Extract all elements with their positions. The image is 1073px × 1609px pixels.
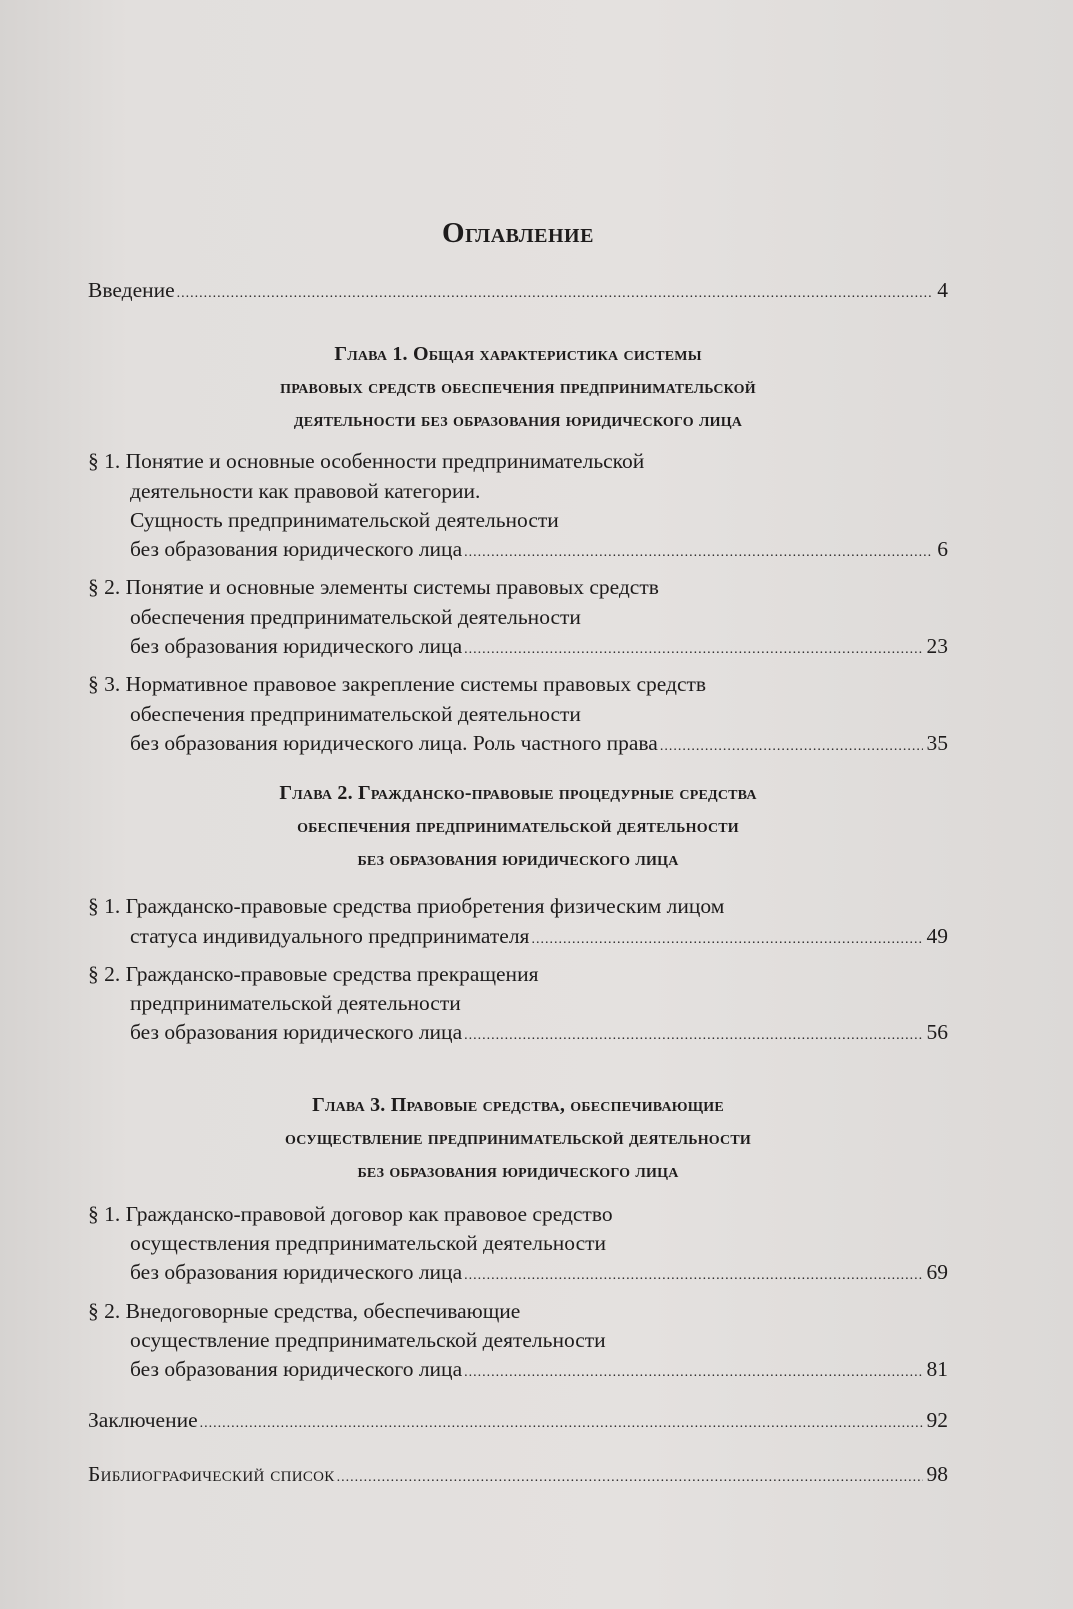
chapter-heading-line: правовых средств обеспечения предпринимательской [280, 376, 756, 399]
dot-leader [464, 1261, 922, 1290]
entry-line: § 2. Гражданско-правовые средства прекращения [88, 961, 539, 986]
toc-entry-bibliography[interactable] [88, 1460, 948, 1492]
entry-line: § 2. Понятие и основные элементы системы правовых средств [88, 575, 659, 600]
page-number: 6 [937, 537, 948, 562]
page-number: 35 [926, 730, 948, 755]
toc-entry-introduction[interactable] [88, 276, 948, 308]
toc-entry-conclusion[interactable] [88, 1406, 948, 1438]
chapter-heading-line: Глава 1. Общая характеристика системы [334, 343, 702, 366]
page-number: 69 [926, 1260, 948, 1285]
entry-line: деятельности как правовой категории. [130, 478, 481, 503]
chapter-heading-line: Глава 3. Правовые средства, обеспечивающие [312, 1093, 724, 1116]
chapter-heading-1 [88, 338, 948, 437]
entry-line: Сущность предпринимательской деятельности [130, 507, 559, 532]
chapter-heading-line: осуществление предпринимательской деятельности [285, 1126, 751, 1149]
toc-entry-ch3-s1[interactable] [88, 1200, 948, 1291]
page-number: 4 [937, 278, 948, 302]
page-number: 98 [926, 1461, 948, 1486]
entry-line: обеспечения предпринимательской деятельности [130, 604, 581, 629]
chapter-2-sections [88, 892, 948, 1050]
chapter-heading-3 [88, 1089, 948, 1188]
entry-line: § 2. Внедоговорные средства, обеспечивающие [88, 1298, 521, 1323]
dot-leader [531, 925, 922, 954]
toc-entry-ch2-s2[interactable] [88, 960, 948, 1051]
toc-entry-ch3-s2[interactable] [88, 1297, 948, 1388]
entry-line: без образования юридического лица [130, 537, 463, 562]
entry-last-line [88, 1355, 948, 1387]
page-number: 56 [926, 1020, 948, 1045]
entry-line: осуществления предпринимательской деятельности [130, 1231, 607, 1256]
chapter-heading-line: без образования юридического лица [357, 1159, 679, 1182]
chapter-1-sections [88, 447, 948, 761]
entry-last-line [88, 1018, 948, 1050]
entry-line: § 1. Понятие и основные особенности предпринимательской [88, 449, 645, 474]
entry-line: § 1. Гражданско-правовой договор как правовое средство [88, 1201, 613, 1226]
entry-line: без образования юридического лица [130, 1020, 463, 1045]
dot-leader [464, 1021, 922, 1050]
entry-line: без образования юридического лица. Роль частного права [130, 730, 658, 755]
entry-last-line [88, 1258, 948, 1290]
chapter-3-sections [88, 1200, 948, 1388]
chapter-heading-line: обеспечения предпринимательской деятельности [297, 815, 739, 838]
entry-line: § 3. Нормативное правовое закрепление системы правовых средств [88, 672, 707, 697]
chapter-heading-line: без образования юридического лица [357, 848, 679, 871]
entry-line: без образования юридического лица [130, 1260, 463, 1285]
entry-line: предпринимательской деятельности [130, 991, 461, 1016]
toc-entry-ch1-s3[interactable] [88, 670, 948, 761]
page-number: 92 [926, 1407, 948, 1432]
entry-line: осуществление предпринимательской деятельности [130, 1327, 606, 1352]
toc-title: Оглавление [442, 217, 594, 249]
dot-leader [464, 1358, 922, 1387]
dot-leader [337, 1463, 923, 1492]
dot-leader [464, 538, 933, 567]
toc-entry-ch1-s1[interactable] [88, 447, 948, 567]
entry-line: без образования юридического лица [130, 1357, 463, 1382]
dot-leader [177, 279, 934, 308]
entry-last-line [88, 535, 948, 567]
entry-last-line [88, 632, 948, 664]
entry-last-line [88, 729, 948, 761]
page-number: 23 [926, 634, 948, 659]
entry-line: статуса индивидуального предпринимателя [130, 923, 530, 948]
chapter-heading-line: деятельности без образования юридического лица [293, 409, 743, 432]
entry-label: Библиографический список [88, 1461, 335, 1486]
page-number: 49 [926, 923, 948, 948]
entry-line: без образования юридического лица [130, 634, 463, 659]
entry-label: Введение [88, 278, 175, 302]
page-number: 81 [926, 1357, 948, 1382]
dot-leader [464, 635, 922, 664]
entry-last-line [88, 922, 948, 954]
entry-label: Заключение [88, 1407, 198, 1432]
dot-leader [660, 732, 923, 761]
dot-leader [200, 1409, 923, 1438]
toc-entry-ch1-s2[interactable] [88, 573, 948, 664]
table-of-contents [88, 216, 948, 1492]
entry-line: § 1. Гражданско-правовые средства приобретения физическим лицом [88, 894, 725, 919]
chapter-heading-line: Глава 2. Гражданско-правовые процедурные средства [279, 782, 757, 805]
toc-entry-ch2-s1[interactable] [88, 892, 948, 954]
entry-line: обеспечения предпринимательской деятельности [130, 701, 581, 726]
chapter-heading-2 [88, 777, 948, 876]
